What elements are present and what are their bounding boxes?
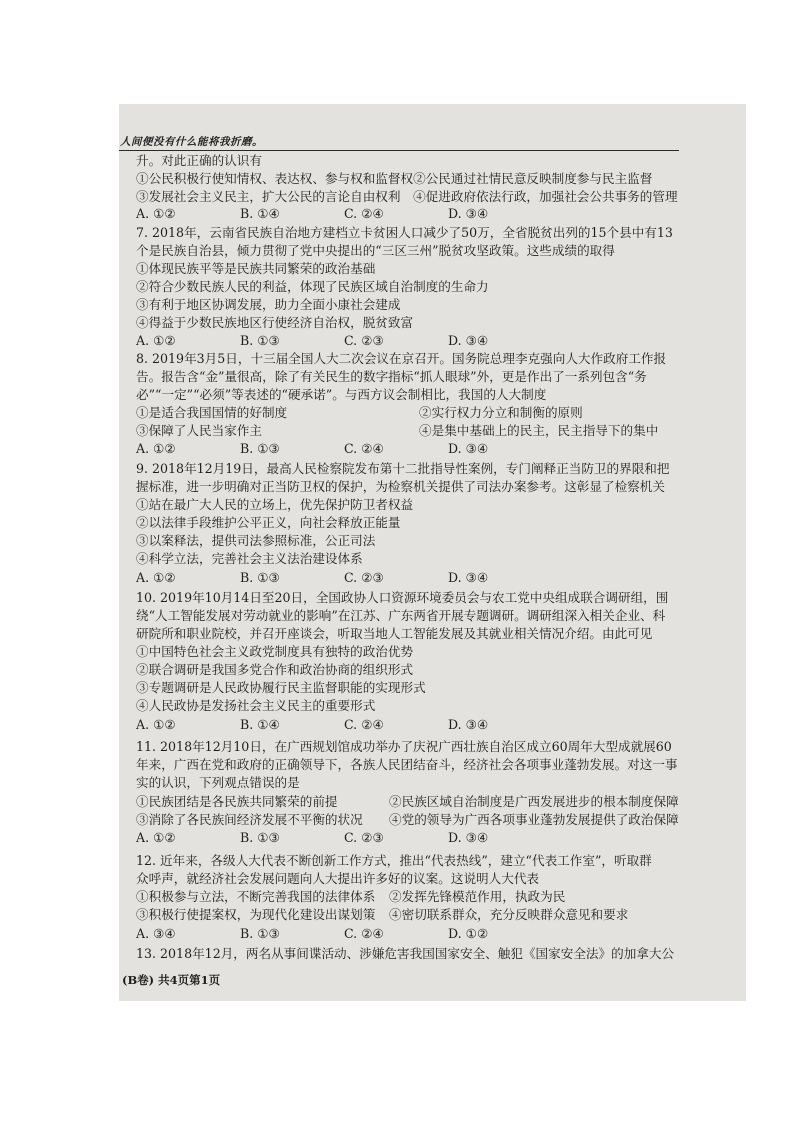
option-b: B. ①③ (240, 441, 280, 456)
option-d: D. ③④ (448, 717, 489, 732)
option-c: C. ②④ (344, 206, 384, 221)
q9-stem-line-1: 9. 2018年12月19日，最高人民检察院发布第十二批指导性案例，专门阐释正当防卫的界限和把 (136, 461, 670, 476)
exam-paper (119, 104, 746, 1001)
option-a: A. ①② (136, 441, 176, 456)
q11-statement-2: ②民族区域自治制度是广西发展进步的根本制度保障 (389, 794, 679, 809)
q12-statement-1: ①积极参与立法，不断完善我国的法律体系 (136, 889, 376, 904)
q10-statement-2: ②联合调研是我国多党合作和政治协商的组织形式 (136, 662, 414, 677)
q6-statement-2: ③发展社会主义民主，扩大公民的言论自由权利 ④促进政府依法行政，加强社会公共事务的管理 (136, 189, 678, 204)
q12-statement-4: ④密切联系群众，充分反映群众意见和要求 (389, 907, 629, 922)
q10-stem-line-2: 绕“人工智能发展对劳动就业的影响”在江苏、广东两省开展专题调研。调研组深入相关企业、科 (136, 608, 666, 623)
header-motto: 人间便没有什么能将我折磨。 (120, 136, 263, 148)
q6-stem: 升。对此正确的认识有 (136, 153, 262, 168)
q9-statement-1: ①站在最广大人民的立场上，优先保护防卫者权益 (136, 497, 414, 512)
q13-stem-line-1: 13. 2018年12月，两名从事间谍活动、涉嫌危害我国国家安全、触犯《国家安全法》的加拿大公 (136, 946, 675, 961)
option-a: A. ①② (136, 333, 176, 348)
q11-stem-line-2: 年来，广西在党和政府的正确领导下，各族人民团结奋斗，经济社会各项事业蓬勃发展。对这一事 (136, 757, 678, 772)
q11-stem-line-3: 实的认识，下列观点错误的是 (136, 775, 300, 790)
q8-stem-line-3: 必”“一定”“必须”等表述的“硬承诺”。与西方议会制相比，我国的人大制度 (136, 387, 547, 402)
option-a: A. ①② (136, 206, 176, 221)
q11-statement-3: ③消除了各民族间经济发展不平衡的状况 (136, 812, 363, 827)
option-c: C. ②③ (344, 830, 384, 845)
q10-statement-1: ①中国特色社会主义政党制度具有独特的政治优势 (136, 644, 414, 659)
q8-statement-2: ②实行权力分立和制衡的原则 (419, 405, 583, 420)
option-d: D. ③④ (448, 206, 489, 221)
option-b: B. ①③ (240, 830, 280, 845)
q7-stem-line-2: 个是民族自治县，倾力贯彻了党中央提出的“三区三州”脱贫攻坚政策。这些成绩的取得 (136, 243, 615, 258)
option-c: C. ②③ (344, 570, 384, 585)
q10-stem-line-3: 研院所和职业院校，并召开座谈会，听取当地人工智能发展及其就业相关情况介绍。由此可见 (136, 626, 653, 641)
q9-stem-line-2: 握标准，进一步明确对正当防卫权的保护，为检察机关提供了司法办案参考。这彰显了检察机关 (136, 479, 665, 494)
q8-stem-line-2: 告。报告含“金”量很高，除了有关民生的数字指标“抓人眼球”外，更是作出了一系列包含“务 (136, 369, 647, 384)
option-d: D. ③④ (448, 830, 489, 845)
q6-statement-1: ①公民积极行使知情权、表达权、参与权和监督权②公民通过社情民意反映制度参与民主监督 (136, 171, 653, 186)
q12-stem-line-1: 12. 近年来，各级人大代表不断创新工作方式，推出“代表热线”，建立“代表工作室”，听取群 (136, 853, 652, 868)
page-footer: (B卷) 共4页第1页 (122, 973, 221, 987)
option-a: A. ①② (136, 717, 176, 732)
q7-statement-2: ②符合少数民族人民的利益，体现了民族区域自治制度的生命力 (136, 279, 489, 294)
option-d: D. ①② (448, 926, 489, 941)
option-b: B. ①③ (240, 570, 280, 585)
q9-statement-2: ②以法律手段维护公平正义，向社会释放正能量 (136, 515, 401, 530)
option-b: B. ①③ (240, 926, 280, 941)
q12-stem-line-2: 众呼声，就经济社会发展问题向人大提出许多好的议案。这说明人大代表 (136, 871, 539, 886)
q12-statement-2: ②发挥先锋模范作用，执政为民 (389, 889, 566, 904)
option-b: B. ①④ (240, 206, 280, 221)
q9-statement-3: ③以案释法，提供司法参照标准，公正司法 (136, 533, 376, 548)
option-d: D. ③④ (448, 441, 489, 456)
option-c: C. ②③ (344, 333, 384, 348)
q11-stem-line-1: 11. 2018年12月10日，在广西规划馆成功举办了庆祝广西壮族自治区成立60周年大型成就展60 (136, 739, 672, 754)
q8-statement-1: ①是适合我国国情的好制度 (136, 405, 288, 420)
q11-statement-4: ④党的领导为广西各项事业蓬勃发展提供了政治保障 (389, 812, 679, 827)
q8-statement-4: ④是集中基础上的民主，民主指导下的集中 (419, 423, 659, 438)
option-b: B. ①③ (240, 333, 280, 348)
option-a: A. ①② (136, 830, 176, 845)
option-d: D. ③④ (448, 333, 489, 348)
q11-statement-1: ①民族团结是各民族共同繁荣的前提 (136, 794, 338, 809)
option-c: C. ②④ (344, 441, 384, 456)
q10-statement-3: ③专题调研是人民政协履行民主监督职能的实现形式 (136, 680, 426, 695)
q7-stem-line-1: 7. 2018年，云南省民族自治地方建档立卡贫困人口减少了50万，全省脱贫出列的15个县中有13 (136, 225, 673, 240)
q7-statement-1: ①体现民族平等是民族共同繁荣的政治基础 (136, 261, 376, 276)
q9-statement-4: ④科学立法，完善社会主义法治建设体系 (136, 551, 363, 566)
q8-statement-3: ③保障了人民当家作主 (136, 423, 262, 438)
q7-statement-4: ④得益于少数民族地区行使经济自治权，脱贫致富 (136, 315, 414, 330)
option-c: C. ②④ (344, 717, 384, 732)
header-divider (119, 150, 679, 151)
q10-statement-4: ④人民政协是发扬社会主义民主的重要形式 (136, 698, 376, 713)
option-c: C. ②④ (344, 926, 384, 941)
option-a: A. ①② (136, 570, 176, 585)
option-d: D. ③④ (448, 570, 489, 585)
option-b: B. ①④ (240, 717, 280, 732)
q7-statement-3: ③有利于地区协调发展，助力全面小康社会建成 (136, 297, 401, 312)
q10-stem-line-1: 10. 2019年10月14日至20日，全国政协人口资源环境委员会与农工党中央组成联合调研组，围 (136, 590, 669, 605)
option-a: A. ③④ (136, 926, 176, 941)
q8-stem-line-1: 8. 2019年3月5日，十三届全国人大二次会议在京召开。国务院总理李克强向人大作政府工作报 (136, 351, 667, 366)
q12-statement-3: ③积极行使提案权，为现代化建设出谋划策 (136, 907, 376, 922)
